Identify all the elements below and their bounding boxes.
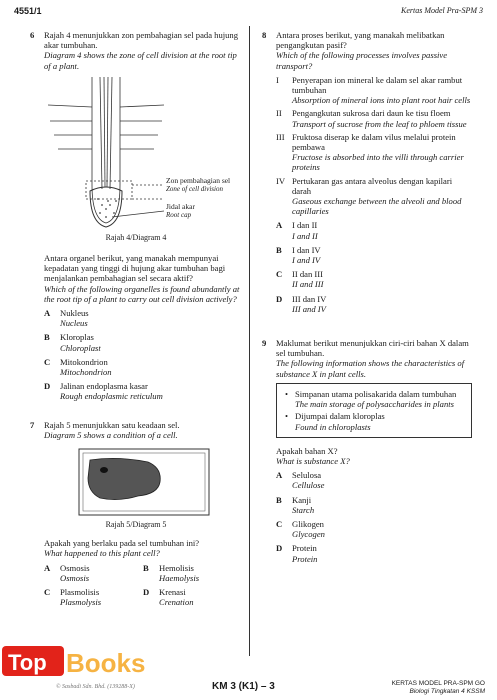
series-title: KERTAS MODEL PRA-SPM GO — [391, 680, 485, 687]
question-number: 7 — [30, 419, 35, 430]
diagram-4-caption: Rajah 4/Diagram 4 — [105, 232, 167, 242]
option-letter: C — [44, 587, 51, 598]
option-en: Plasmolysis — [60, 597, 102, 608]
plant-cell-diagram — [78, 448, 210, 516]
option-ms: III dan IV — [292, 293, 327, 304]
label-rootcap-ms: Jidal akar — [166, 201, 195, 211]
option-ms: Jalinan endoplasma kasar — [60, 381, 148, 392]
column-divider — [249, 26, 250, 656]
option-ms: II dan III — [292, 269, 324, 280]
stem-en: The following information shows the characteristics of substance X in plant cells. — [276, 358, 465, 379]
statement-ms: Fruktosa diserap ke dalam vilus melalui protein pembawa — [292, 131, 456, 153]
bullet-1 — [283, 389, 465, 409]
statement-iii — [276, 132, 472, 173]
bullet-ms: • Dijumpai dalam kloroplas — [295, 411, 385, 422]
q8-option-c[interactable] — [276, 269, 472, 289]
option-en: Rough endoplasmic reticulum — [60, 391, 163, 402]
q6-question-ms: Antara organel berikut, yang manakah mempunyai kepadatan yang tinggi di hujung akar tumbuhan bagi menjalankan pembahagian sel secara aktif? — [44, 253, 226, 284]
statement-i — [276, 75, 472, 106]
q8-option-b[interactable] — [276, 245, 472, 265]
q9-option-d[interactable] — [276, 543, 472, 563]
option-letter: B — [44, 332, 50, 343]
label-zone-ms: Zon pembahagian sel — [166, 175, 231, 185]
question-9 — [262, 338, 472, 379]
option-ms: Plasmolisis — [60, 587, 100, 598]
option-en: II and III — [292, 279, 324, 290]
option-ms: Selulosa — [292, 470, 322, 481]
option-letter: D — [44, 381, 51, 392]
left-column — [30, 30, 242, 607]
q7-option-b[interactable] — [143, 563, 242, 583]
bullet-ms: • Simpanan utama polisakarida dalam tumbuhan — [295, 388, 457, 399]
option-ms: Osmosis — [60, 562, 90, 573]
diagram-5 — [78, 448, 210, 516]
option-en: Protein — [292, 553, 318, 564]
q8-option-d[interactable] — [276, 294, 472, 314]
q9-option-a[interactable] — [276, 470, 472, 490]
option-en: Starch — [292, 504, 315, 515]
option-ms: Hemolisis — [159, 562, 194, 573]
option-letter: C — [276, 518, 283, 529]
publisher-note: © Sasbadi Sdn. Bhd. (139288-X) — [56, 684, 135, 690]
question-7 — [30, 420, 242, 440]
stem-en: Diagram 5 shows a condition of a cell. — [44, 429, 178, 440]
statement-en: Absorption of mineral ions into plant root hair cells — [292, 95, 471, 106]
option-ms: I dan II — [292, 220, 318, 231]
option-en: Osmosis — [60, 572, 90, 583]
stem-en: Which of the following processes involves passive transport? — [276, 50, 448, 71]
stem-ms: Antara proses berikut, yang manakah melibatkan pengangkutan pasif? — [276, 30, 445, 51]
option-ms: Kanji — [292, 494, 312, 505]
option-en: I and II — [292, 230, 318, 241]
q7-option-d[interactable] — [143, 587, 242, 607]
option-letter: A — [276, 220, 283, 231]
q6-question-en: Which of the following organelles is found abundantly at the root tip of a plant to carry out cell division actively? — [44, 283, 240, 304]
option-ms: Krenasi — [159, 587, 186, 598]
question-8 — [262, 30, 472, 71]
q9-options — [262, 470, 472, 564]
option-en: Crenation — [159, 597, 194, 608]
q6-option-d[interactable] — [44, 381, 242, 401]
option-letter: B — [276, 494, 282, 505]
question-number: 6 — [30, 30, 35, 40]
bullet-en: The main storage of polysaccharides in plants — [295, 399, 454, 410]
statement-ms: Pertukaran gas antara alveolus dengan kapilari darah — [292, 175, 453, 196]
statement-ms: Penyerapan ion mineral ke dalam sel akar rambut tumbuhan — [292, 74, 463, 96]
series-subtitle: Biologi Tingkatan 4 KSSM — [409, 688, 485, 695]
statement-en: Gaseous exchange between the alveoli and blood capillaries — [292, 196, 462, 217]
q6-option-b[interactable] — [44, 332, 242, 352]
q9-question — [262, 446, 472, 466]
option-ms: Glikogen — [292, 518, 324, 529]
info-box — [276, 383, 472, 438]
q9-option-b[interactable] — [276, 495, 472, 515]
root-tip-diagram — [30, 77, 242, 241]
roman-numeral: IV — [276, 175, 286, 186]
option-en: I and IV — [292, 255, 321, 266]
option-letter: A — [276, 470, 283, 481]
question-number: 9 — [262, 338, 267, 349]
svg-text:Top: Top — [8, 650, 47, 675]
diagram-5-caption: Rajah 5/Diagram 5 — [105, 520, 167, 530]
svg-text:Books: Books — [66, 648, 146, 678]
option-en: III and IV — [292, 303, 326, 314]
q7-question-en: What happened to this plant cell? — [44, 548, 160, 559]
right-column — [262, 30, 472, 564]
option-en: Mitochondrion — [60, 367, 112, 378]
q7-options — [30, 559, 242, 608]
option-en: Glycogen — [292, 529, 325, 540]
roman-numeral: II — [276, 108, 282, 119]
option-ms: Kloroplas — [60, 332, 94, 343]
q6-option-c[interactable] — [44, 357, 242, 377]
paper-code: 4551/1 — [14, 6, 42, 16]
q6-option-a[interactable] — [44, 308, 242, 328]
label-rootcap — [166, 203, 195, 220]
paper-series: Kertas Model Pra-SPM 3 — [401, 6, 483, 15]
option-en: Nucleus — [60, 318, 88, 329]
question-6 — [30, 30, 242, 71]
q8-statements — [262, 75, 472, 217]
q6-options — [30, 308, 242, 402]
topbooks-logo — [0, 640, 160, 686]
q8-option-a[interactable] — [276, 220, 472, 240]
statement-iv — [276, 176, 472, 217]
option-ms: Protein — [292, 543, 317, 554]
option-letter: C — [276, 269, 283, 280]
diagram-4 — [30, 77, 242, 241]
option-letter: D — [276, 293, 283, 304]
stem-ms: Rajah 4 menunjukkan zon pembahagian sel pada hujung akar tumbuhan. — [44, 30, 239, 51]
page-number: KM 3 (K1) – 3 — [212, 681, 275, 692]
option-letter: D — [276, 543, 283, 554]
option-en: Chloroplast — [60, 342, 101, 353]
stem-ms: Rajah 5 menunjukkan satu keadaan sel. — [44, 419, 180, 430]
series-footer — [392, 680, 485, 696]
option-letter: A — [44, 562, 51, 573]
q7-option-a[interactable] — [44, 563, 143, 583]
statement-ms: Pengangkutan sukrosa dari daun ke tisu floem — [292, 108, 451, 119]
topbooks-logo-icon — [0, 640, 160, 686]
q8-options — [262, 220, 472, 314]
bullet-2 — [283, 411, 465, 431]
option-en: Cellulose — [292, 480, 325, 491]
option-ms: I dan IV — [292, 244, 321, 255]
statement-en: Transport of sucrose from the leaf to phloem tissue — [292, 118, 467, 129]
option-en: Haemolysis — [159, 572, 200, 583]
statement-ii — [276, 108, 472, 128]
q7-question — [30, 538, 242, 558]
option-ms: Nukleus — [60, 308, 89, 319]
option-letter: D — [143, 587, 150, 598]
option-letter: A — [44, 308, 51, 319]
roman-numeral: III — [276, 131, 285, 142]
stem-en: Diagram 4 shows the zone of cell division at the root tip of a plant. — [44, 50, 237, 71]
stem-ms: Maklumat berikut menunjukkan ciri-ciri bahan X dalam sel tumbuhan. — [276, 338, 469, 359]
bullet-en: Found in chloroplasts — [295, 421, 371, 432]
label-zone-en: Zone of cell division — [166, 185, 223, 194]
q7-option-c[interactable] — [44, 587, 143, 607]
q9-option-c[interactable] — [276, 519, 472, 539]
q9-question-ms: Apakah bahan X? — [276, 445, 338, 456]
label-zone — [166, 177, 230, 194]
q9-question-en: What is substance X? — [276, 455, 350, 466]
option-letter: B — [276, 244, 282, 255]
option-letter: C — [44, 356, 51, 367]
question-number: 8 — [262, 30, 267, 40]
option-ms: Mitokondrion — [60, 356, 108, 367]
roman-numeral: I — [276, 74, 279, 85]
statement-en: Fructose is absorbed into the villi through carrier proteins — [292, 152, 464, 173]
option-letter: B — [143, 562, 149, 573]
label-rootcap-en: Root cap — [166, 211, 192, 220]
q7-question-ms: Apakah yang berlaku pada sel tumbuhan ini? — [44, 538, 200, 549]
q6-question — [30, 253, 242, 304]
